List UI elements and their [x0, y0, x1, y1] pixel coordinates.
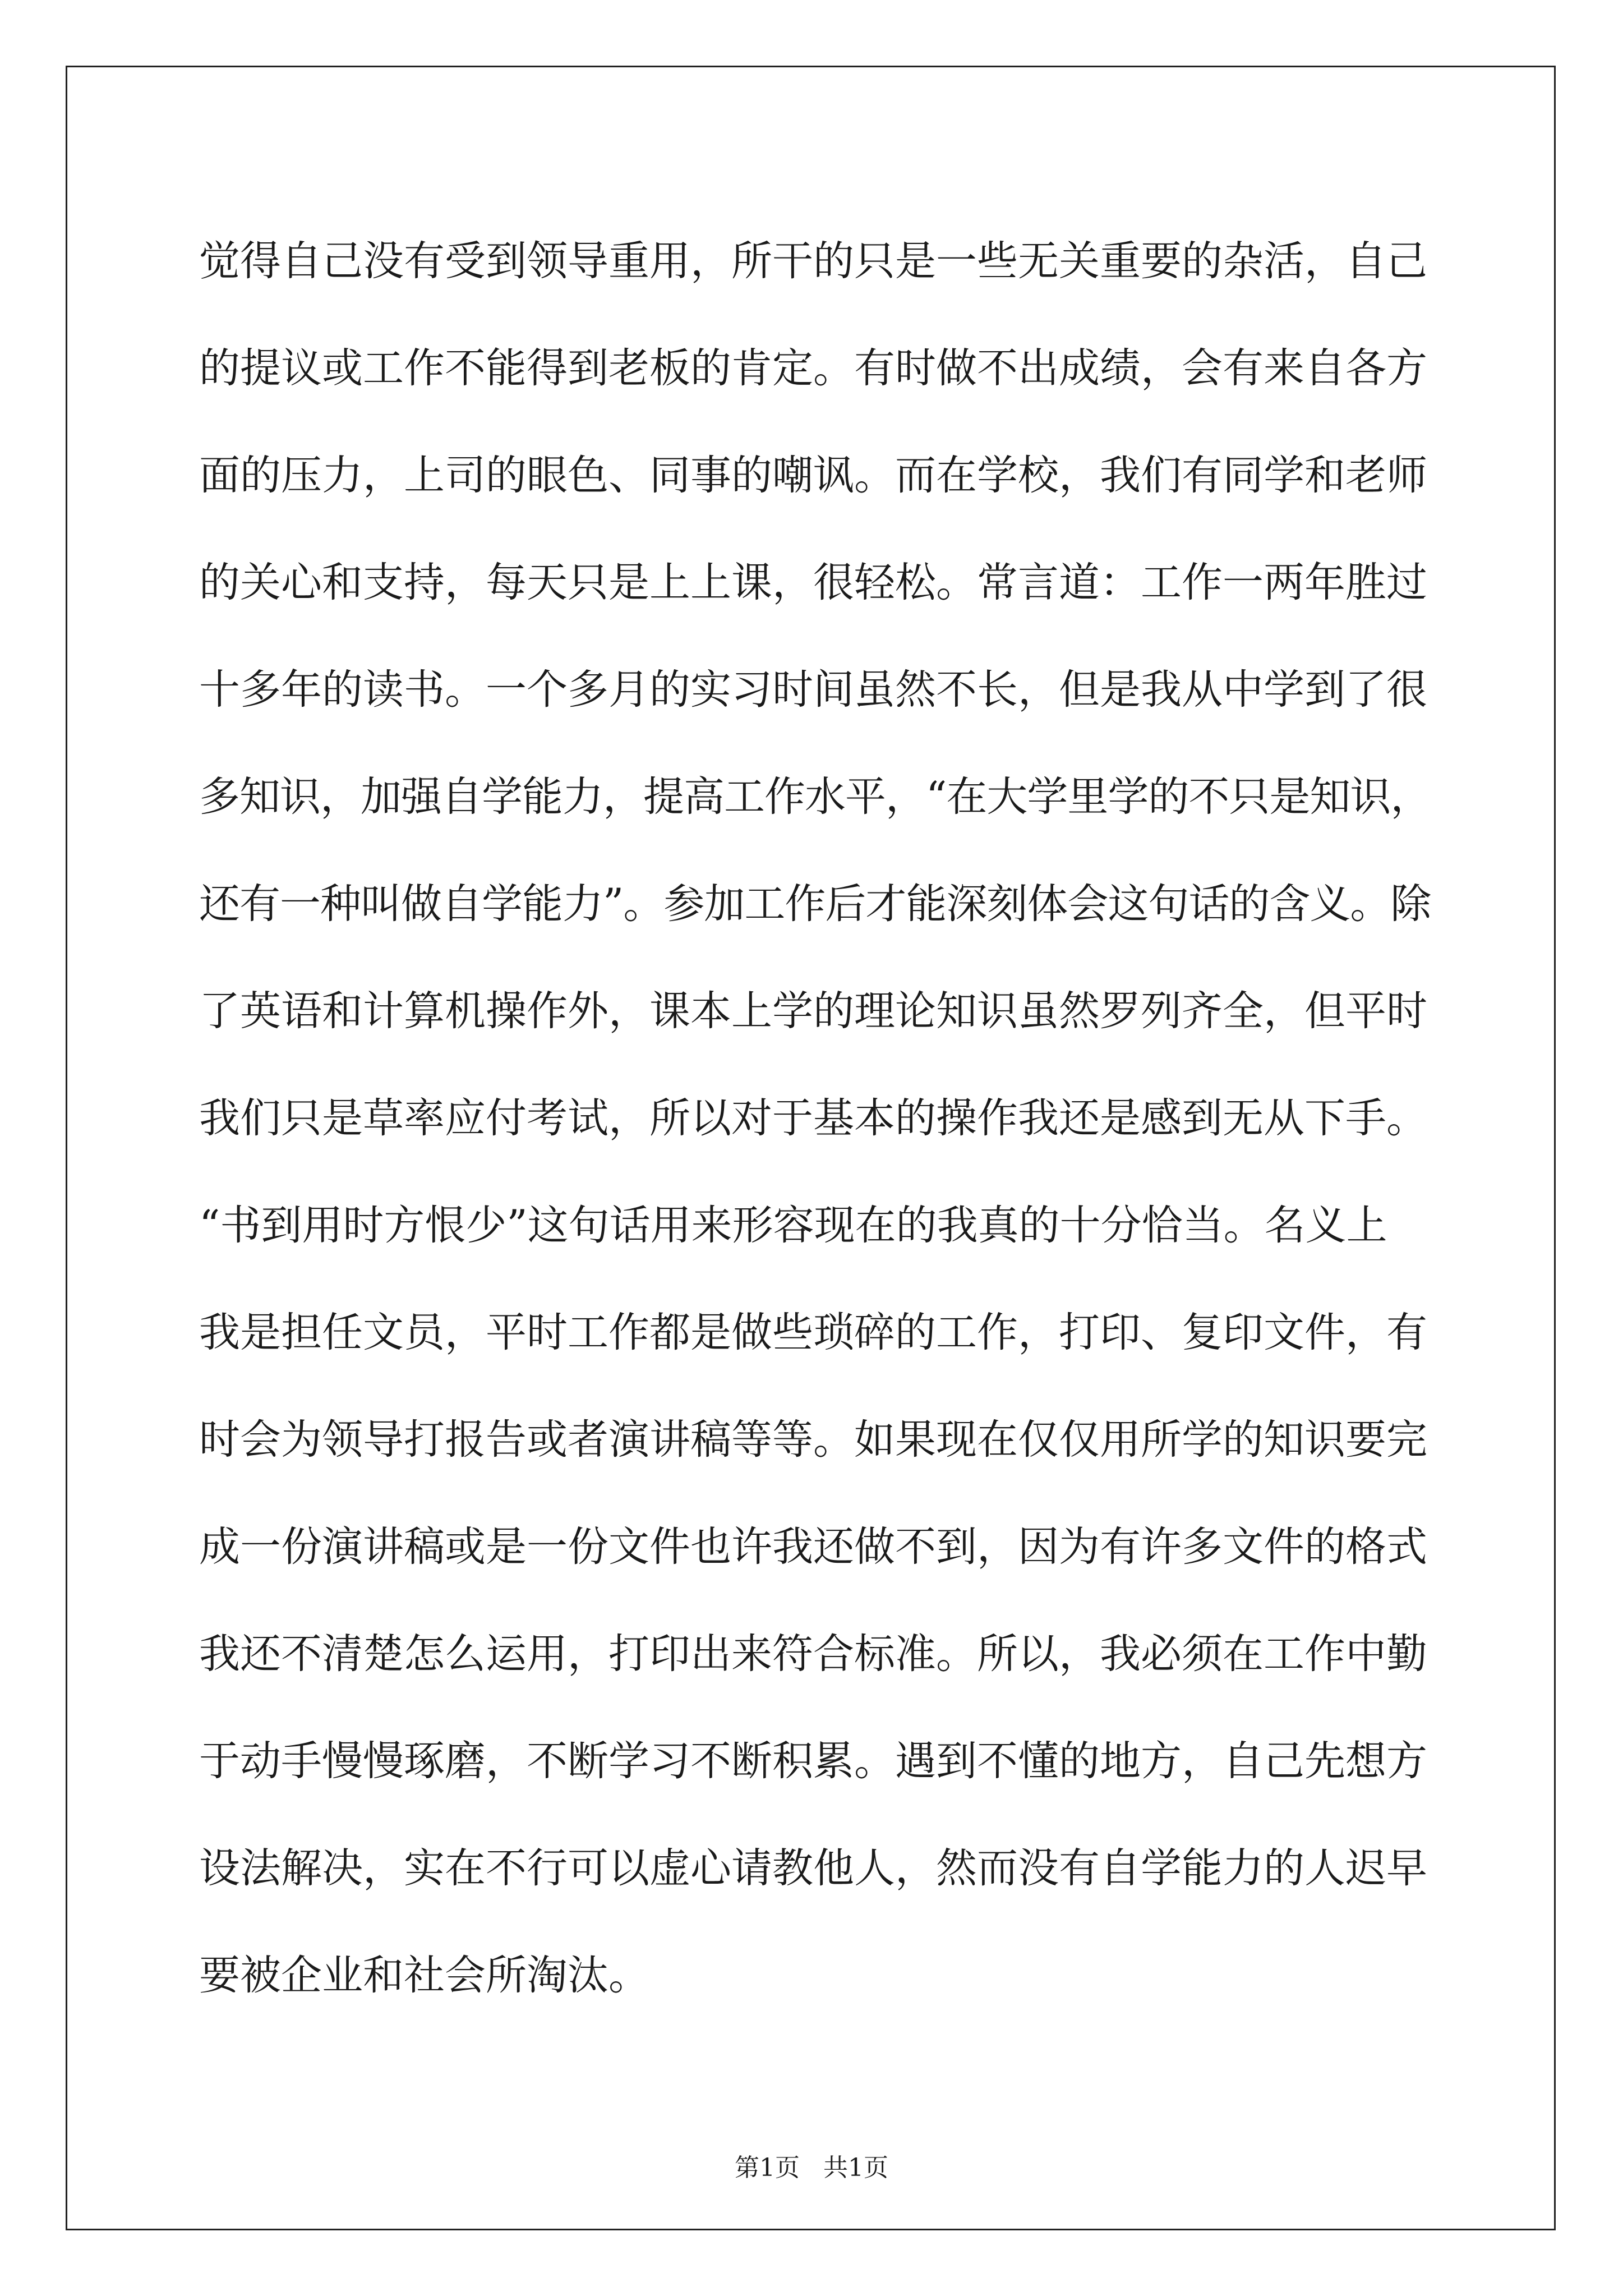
- text-line: 时会为领导打报告或者演讲稿等等。如果现在仅仅用所学的知识要完: [199, 1416, 1427, 1464]
- text-line: 要被企业和社会所淘汰。: [199, 1952, 649, 1999]
- text-line: 还有一种叫做自学能力”。参加工作后才能深刻体会这句话的含义。除: [199, 880, 1431, 928]
- document-body: [199, 208, 1431, 2029]
- text-line: 我们只是草率应付考试，所以对于基本的操作我还是感到无从下手。: [199, 1094, 1427, 1142]
- text-line: 的关心和支持，每天只是上上课，很轻松。常言道：工作一两年胜过: [199, 559, 1427, 606]
- text-line: 多知识，加强自学能力，提高工作水平，“在大学里学的不只是知识，: [199, 773, 1431, 821]
- page-footer: [0, 2151, 1623, 2185]
- text-line: 了英语和计算机操作外，课本上学的理论知识虽然罗列齐全，但平时: [199, 987, 1427, 1035]
- text-line: 我还不清楚怎么运用，打印出来符合标准。所以，我必须在工作中勤: [199, 1630, 1427, 1678]
- text-line: 成一份演讲稿或是一份文件也许我还做不到，因为有许多文件的格式: [199, 1523, 1427, 1571]
- text-line: “书到用时方恨少”这句话用来形容现在的我真的十分恰当。名义上: [199, 1202, 1387, 1249]
- text-line: 面的压力，上司的眼色、同事的嘲讽。而在学校，我们有同学和老师: [199, 452, 1427, 499]
- text-line: 的提议或工作不能得到老板的肯定。有时做不出成绩，会有来自各方: [199, 344, 1427, 392]
- page-number: 第1页: [735, 2154, 800, 2182]
- text-line: 于动手慢慢琢磨，不断学习不断积累。遇到不懂的地方，自己先想方: [199, 1737, 1427, 1785]
- text-line: 设法解决，实在不行可以虚心请教他人，然而没有自学能力的人迟早: [199, 1844, 1427, 1892]
- text-line: 我是担任文员，平时工作都是做些琐碎的工作，打印、复印文件，有: [199, 1309, 1427, 1356]
- page-total: 共1页: [823, 2154, 888, 2182]
- text-line: 觉得自己没有受到领导重用，所干的只是一些无关重要的杂活，自己: [199, 237, 1427, 285]
- text-line: 十多年的读书。一个多月的实习时间虽然不长，但是我从中学到了很: [199, 666, 1427, 714]
